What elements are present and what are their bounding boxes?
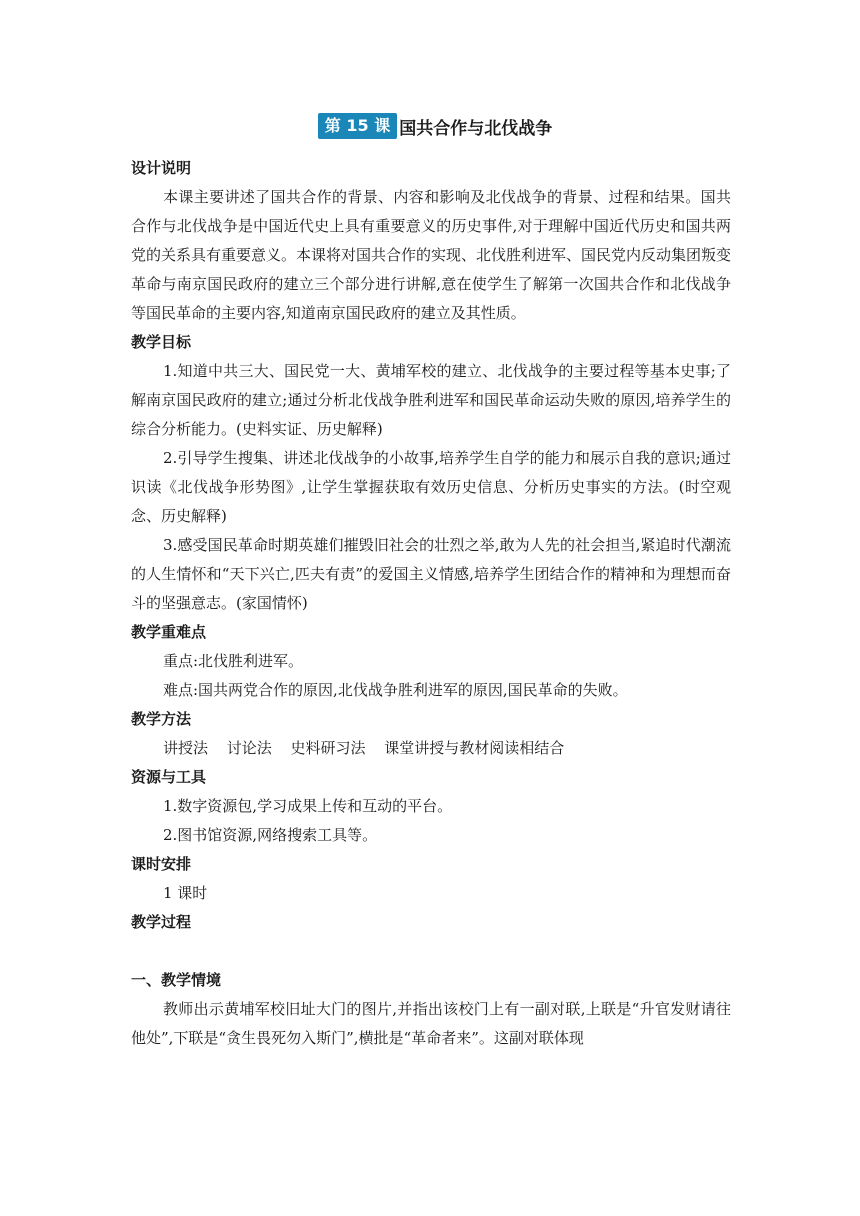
design-paragraph: 本课主要讲述了国共合作的背景、内容和影响及北伐战争的背景、过程和结果。国共合作与北伐战争是中国近代史上具有重要意义的历史事件,对于理解中国近代历史和国共两党的关系具有重要意义。本课将对国共合作的实现、北伐胜利进军、国民党内反动集团叛变革命与南京国民政府的建立三个部分进行讲解,意在使学生了解第一次国共合作和北伐战争等国民革命的主要内容,知道南京国民政府的建立及其性质。	[131, 188, 732, 322]
section-heading-methods: 教学方法	[131, 710, 192, 728]
section-heading-process: 教学过程	[131, 913, 192, 931]
lesson-title: 国共合作与北伐战争	[399, 118, 553, 139]
section-heading-design: 设计说明	[131, 159, 192, 177]
section-heading-keypoints: 教学重难点	[131, 623, 207, 641]
keypoint-difficulty: 难点:国共两党合作的原因,北伐战争胜利进军的原因,国民革命的失败。	[163, 681, 628, 699]
section-heading-goals: 教学目标	[131, 333, 192, 351]
blank-line	[131, 937, 731, 966]
goal-paragraph-3: 3.感受国民革命时期英雄们摧毁旧社会的壮烈之举,敢为人先的社会担当,紧追时代潮流的人生情怀和“天下兴亡,匹夫有责”的爱国主义情感,培养学生团结合作的精神和为理想而奋斗的坚强意志。(家国情怀)	[131, 536, 731, 612]
lesson-number-badge: 第 15 课	[318, 113, 397, 139]
lesson-title-row	[131, 110, 731, 142]
goal-paragraph-2: 2.引导学生搜集、讲述北伐战争的小故事,培养学生自学的能力和展示自我的意识;通过识读《北伐战争形势图》,让学生掌握获取有效历史信息、分析历史事实的方法。(时空观念、历史解释)	[131, 449, 731, 525]
section-heading-schedule: 课时安排	[131, 855, 192, 873]
goal-paragraph-1: 1.知道中共三大、国民党一大、黄埔军校的建立、北伐战争的主要过程等基本史事;了解南京国民政府的建立;通过分析北伐战争胜利进军和国民革命运动失败的原因,培养学生的综合分析能力。(史料实证、历史解释)	[131, 362, 731, 438]
keypoint-focus: 重点:北伐胜利进军。	[163, 652, 304, 670]
schedule-value: 1 课时	[163, 884, 208, 902]
document-page	[131, 110, 731, 1053]
methods-list: 讲授法 讨论法 史料研习法 课堂讲授与教材阅读相结合	[163, 739, 565, 757]
resource-item-2: 2.图书馆资源,网络搜索工具等。	[163, 826, 378, 844]
resource-item-1: 1.数字资源包,学习成果上传和互动的平台。	[163, 797, 453, 815]
section-heading-resources: 资源与工具	[131, 768, 207, 786]
situation-paragraph: 教师出示黄埔军校旧址大门的图片,并指出该校门上有一副对联,上联是“升官发财请往他处”,下联是“贪生畏死勿入斯门”,横批是“革命者来”。这副对联体现	[131, 1000, 731, 1047]
section-heading-situation: 一、教学情境	[131, 971, 222, 989]
